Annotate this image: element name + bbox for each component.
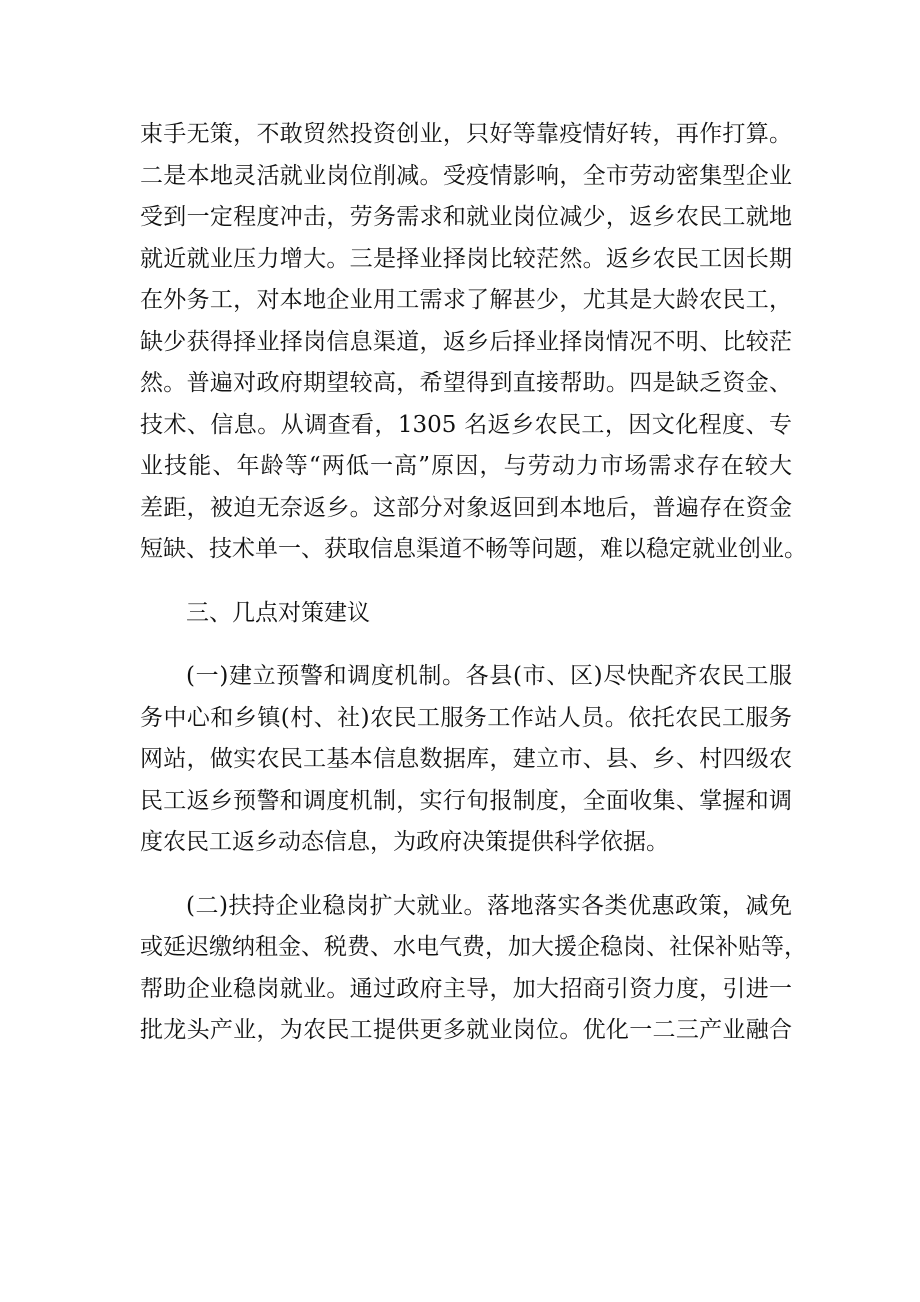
text-line: 帮助企业稳岗就业。通过政府主导，加大招商引资力度，引进一	[140, 975, 792, 1002]
paragraph-early-warning-mechanism	[140, 656, 792, 864]
text-line: 二是本地灵活就业岗位削减。受疫情影响，全市劳动密集型企业	[140, 162, 792, 189]
text-line: 度农民工返乡动态信息，为政府决策提供科学依据。	[140, 829, 669, 855]
heading-text: 三、几点对策建议	[186, 599, 370, 626]
document-body	[140, 114, 807, 1052]
text-line: 束手无策，不敢贸然投资创业，只好等靠疫情好转，再作打算。	[140, 121, 792, 147]
text-line: 就近就业压力增大。三是择业择岗比较茫然。返乡农民工因长期	[140, 245, 792, 272]
paragraph-spacer	[140, 571, 792, 593]
text-line: 缺少获得择业择岗信息渠道，返乡后择业择岗情况不明、比较茫	[140, 328, 792, 355]
paragraph-employment-difficulties	[140, 114, 807, 571]
text-line: 网站，做实农民工基本信息数据库，建立市、县、乡、村四级农	[140, 746, 792, 772]
section-heading	[140, 593, 792, 635]
text-line: 技术、信息。从调查看，1305 名返乡农民工，因文化程度、专	[140, 411, 792, 438]
text-line: 然。普遍对政府期望较高，希望得到直接帮助。四是缺乏资金、	[140, 370, 792, 396]
paragraph-enterprise-support	[140, 886, 807, 1052]
text-line: (二)扶持企业稳岗扩大就业。落地落实各类优惠政策，减免	[186, 892, 792, 919]
text-line: 或延迟缴纳租金、税费、水电气费，加大援企稳岗、社保补贴等，	[140, 934, 807, 960]
text-line: 批龙头产业，为农民工提供更多就业岗位。优化一二三产业融合	[140, 1017, 792, 1043]
paragraph-spacer	[140, 864, 792, 886]
text-line: 民工返乡预警和调度机制，实行旬报制度，全面收集、掌握和调	[140, 787, 792, 814]
text-line: (一)建立预警和调度机制。各县(市、区)尽快配齐农民工服	[186, 663, 792, 689]
paragraph-spacer	[140, 634, 792, 656]
text-line: 业技能、年龄等“两低一高”原因，与劳动力市场需求存在较大	[140, 453, 792, 479]
text-line: 务中心和乡镇(村、社)农民工服务工作站人员。依托农民工服务	[140, 704, 792, 731]
text-line: 受到一定程度冲击，劳务需求和就业岗位减少，返乡农民工就地	[140, 204, 792, 230]
text-line: 短缺、技术单一、获取信息渠道不畅等问题，难以稳定就业创业。	[140, 536, 807, 562]
text-line: 差距，被迫无奈返乡。这部分对象返回到本地后，普遍存在资金	[140, 494, 792, 521]
text-line: 在外务工，对本地企业用工需求了解甚少，尤其是大龄农民工，	[140, 287, 792, 313]
